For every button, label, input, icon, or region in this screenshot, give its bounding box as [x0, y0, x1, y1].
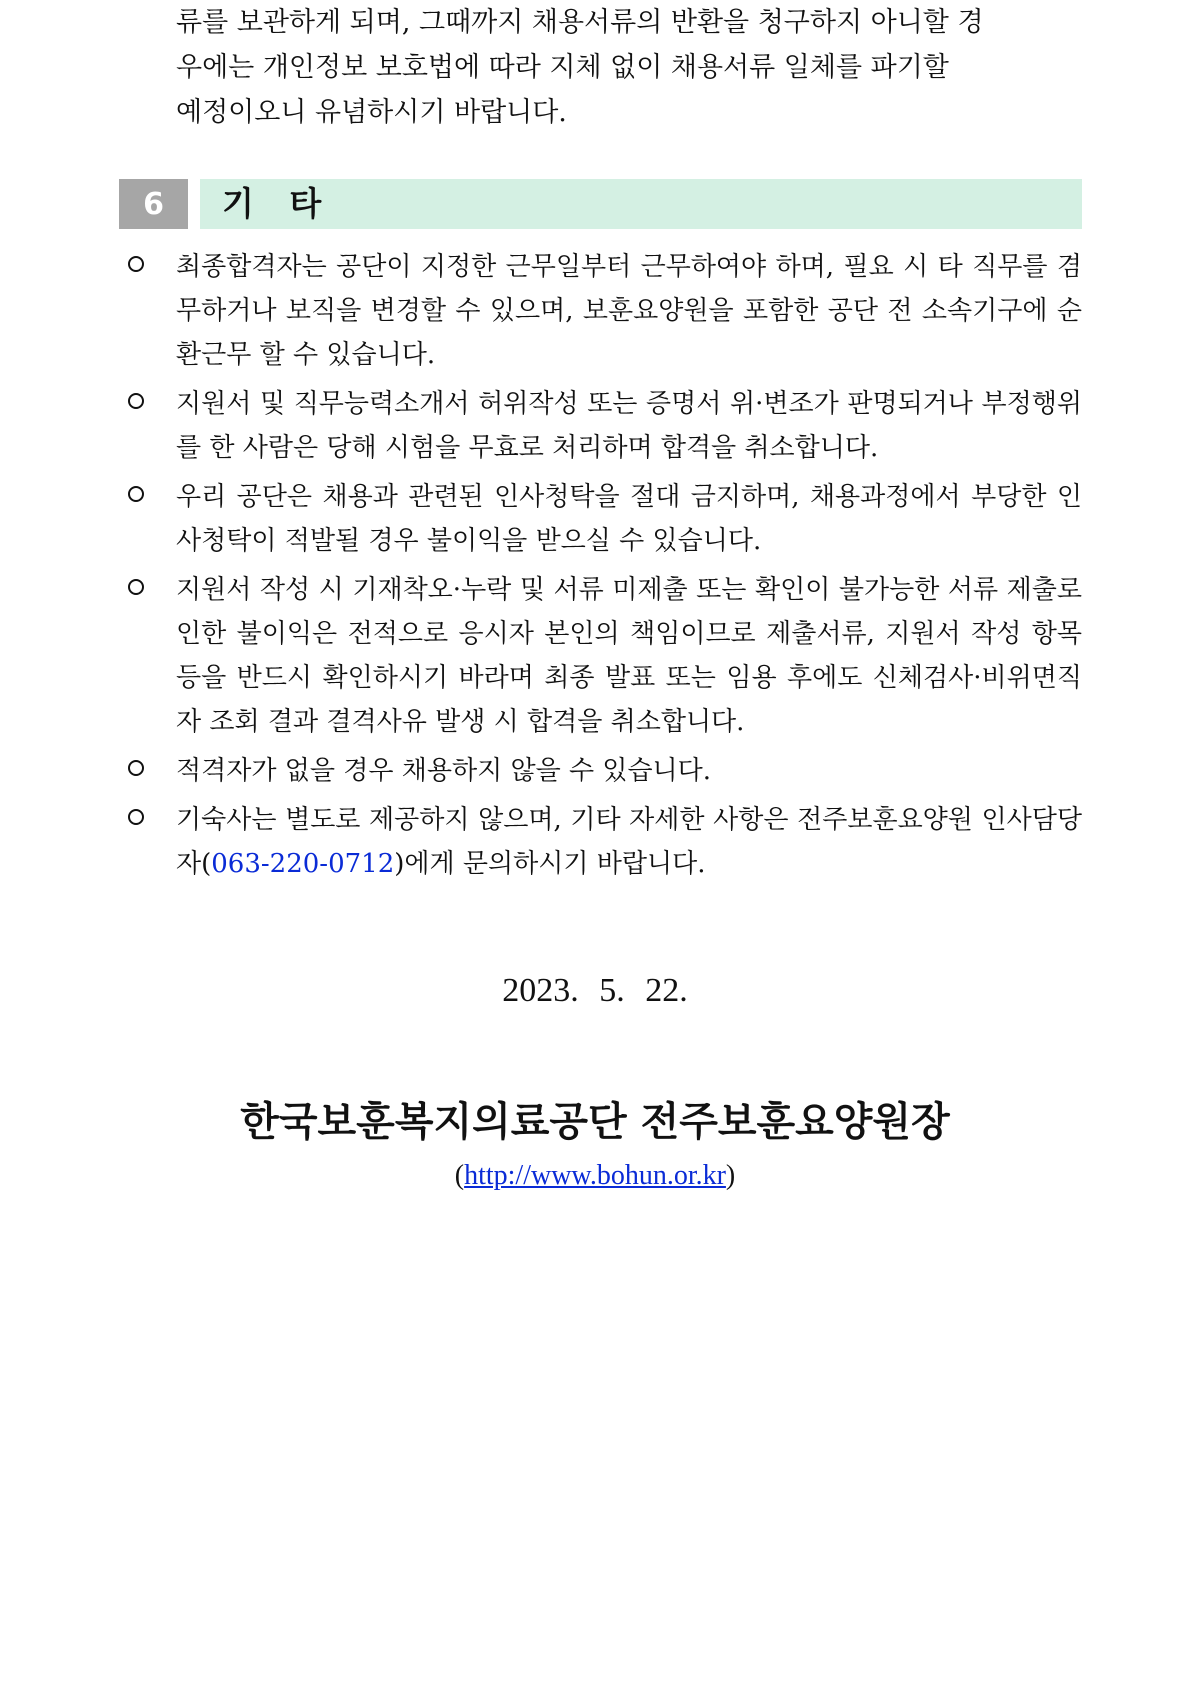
list-item: [128, 475, 1082, 563]
circle-bullet-icon: [128, 579, 144, 595]
announcement-date: 2023. 5. 22.: [502, 972, 688, 1009]
list-item: [128, 798, 1082, 886]
circle-bullet-icon: [128, 256, 144, 272]
circle-bullet-icon: [128, 486, 144, 502]
circle-bullet-icon: [128, 393, 144, 409]
section-title: 기 타: [222, 184, 334, 223]
intro-line: 류를 보관하게 되며, 그때까지 채용서류의 반환을 청구하지 아니할 경: [176, 7, 984, 38]
circle-bullet-icon: [128, 760, 144, 776]
contact-phone: 063-220-0712: [211, 849, 395, 879]
notice-list: [128, 245, 1082, 891]
list-item-text: 우리 공단은 채용과 관련된 인사청탁을 절대 금지하며, 채용과정에서 부당한 인사청탁이 적발될 경우 불이익을 받으실 수 있습니다.: [176, 482, 1082, 556]
intro-line: 예정이오니 유념하시기 바랍니다.: [176, 97, 567, 128]
list-item-text: 지원서 및 직무능력소개서 허위작성 또는 증명서 위·변조가 판명되거나 부정행위를 한 사람은 당해 시험을 무효로 처리하며 합격을 취소합니다.: [176, 389, 1082, 463]
list-item: [128, 568, 1082, 744]
section-header: [119, 179, 1082, 229]
section-number: 6: [119, 179, 188, 229]
organization-name: 한국보훈복지의료공단 전주보훈요양원장: [240, 1099, 950, 1145]
contact-text-before: 기숙사는 별도로 제공하지 않으며, 기타 자세한 사항은 전주보훈요양원 인사담당자(: [176, 805, 1082, 879]
list-item: [128, 749, 1082, 793]
url-paren-close: ): [725, 1160, 736, 1191]
website-line: [0, 1160, 1190, 1192]
intro-paragraph: [176, 0, 1082, 135]
url-paren-open: (: [454, 1160, 465, 1191]
list-item-text: [176, 798, 1082, 886]
list-item: [128, 382, 1082, 470]
contact-text-after: )에게 문의하시기 바랍니다.: [394, 849, 706, 879]
list-item-text: 적격자가 없을 경우 채용하지 않을 수 있습니다.: [176, 756, 712, 786]
circle-bullet-icon: [128, 809, 144, 825]
website-link[interactable]: http://www.bohun.or.kr: [464, 1160, 726, 1191]
list-item-text: 지원서 작성 시 기재착오·누락 및 서류 미제출 또는 확인이 불가능한 서류 제출로 인한 불이익은 전적으로 응시자 본인의 책임이므로 제출서류, 지원서 작성 항목 등을 반드시 확인하시기 바라며 최종 발표 또는 임용 후에도 신체검사·비위면직자 조회 결과 결격사유 발생 시 합격을 취소합니다.: [176, 575, 1082, 737]
intro-line: 우에는 개인정보 보호법에 따라 지체 없이 채용서류 일체를 파기할: [176, 52, 949, 83]
list-item-text: 최종합격자는 공단이 지정한 근무일부터 근무하여야 하며, 필요 시 타 직무를 겸무하거나 보직을 변경할 수 있으며, 보훈요양원을 포함한 공단 전 소속기구에 순환근무 할 수 있습니다.: [176, 252, 1082, 370]
list-item: [128, 245, 1082, 377]
section-title-bar: [200, 179, 1082, 229]
